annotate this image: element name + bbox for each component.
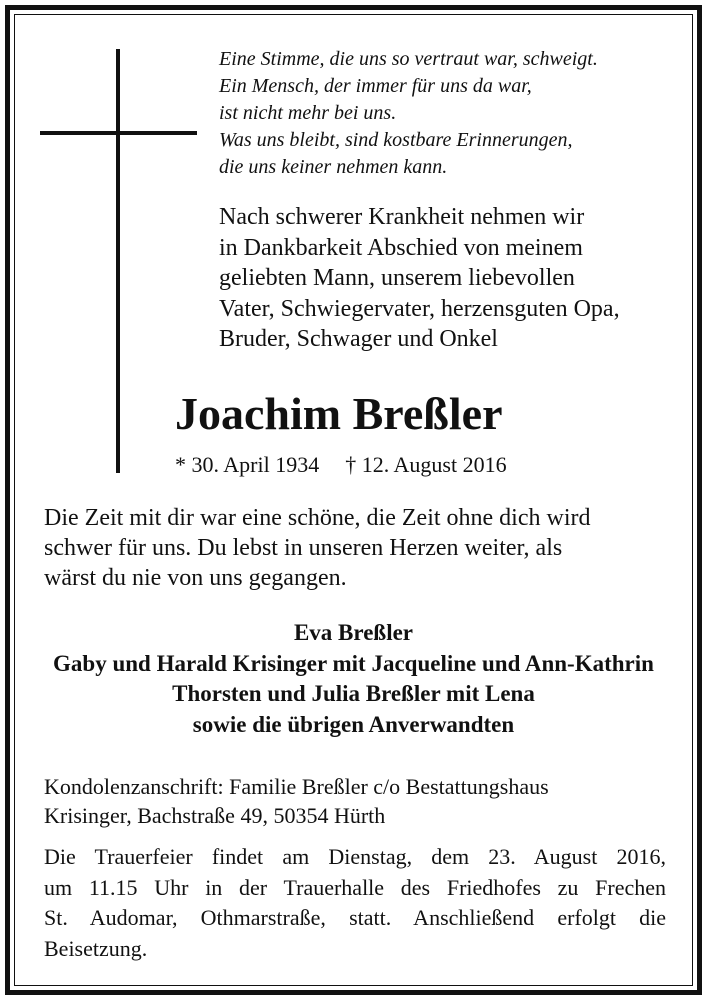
poem-line: Ein Mensch, der immer für uns da war, — [219, 75, 532, 97]
mourner-line: sowie die übrigen Anverwandten — [192, 711, 515, 737]
service-line: St. Audomar, Othmarstraße, statt. Anschließend erfolgt die — [44, 905, 666, 930]
cross-icon-horizontal-bar — [40, 131, 197, 135]
farewell-line: Die Zeit mit dir war eine schöne, die Zeit ohne dich wird — [44, 505, 591, 531]
mourner-line: Thorsten und Julia Breßler mit Lena — [172, 681, 535, 706]
life-dates — [175, 451, 507, 479]
service-line: Beisetzung. — [44, 935, 148, 961]
condolence-line: Kondolenzanschrift: Familie Breßler c/o Bestattungshaus — [44, 774, 549, 799]
cross-icon-vertical-bar — [116, 49, 120, 473]
announcement-line: Nach schwerer Krankheit nehmen wir — [219, 204, 585, 230]
service-line: Die Trauerfeier findet am Dienstag, dem 23. August 2016, — [44, 844, 666, 869]
death-date: † 12. August 2016 — [345, 452, 507, 477]
farewell-line: schwer für uns. Du lebst in unseren Herzen weiter, als — [44, 535, 563, 561]
farewell-line: wärst du nie von uns gegangen. — [44, 565, 347, 591]
poem-line: die uns keiner nehmen kann. — [219, 156, 448, 178]
condolence-address — [44, 772, 669, 830]
mourner-line: Gaby und Harald Krisinger mit Jacqueline und Ann-Kathrin — [53, 650, 654, 676]
announcement-line: in Dankbarkeit Abschied von meinem — [219, 234, 583, 261]
announcement-line: Vater, Schwiegervater, herzensguten Opa, — [219, 295, 620, 322]
announcement-text — [219, 202, 689, 355]
mourner-line: Eva Breßler — [293, 620, 414, 645]
memorial-poem — [219, 46, 679, 181]
poem-line: ist nicht mehr bei uns. — [219, 102, 397, 124]
announcement-line: Bruder, Schwager und Onkel — [219, 326, 498, 352]
mourners-list — [30, 618, 677, 740]
poem-line: Was uns bleibt, sind kostbare Erinnerungen, — [219, 129, 573, 151]
poem-line: Eine Stimme, die uns so vertraut war, schweigt. — [219, 48, 598, 70]
condolence-line: Krisinger, Bachstraße 49, 50354 Hürth — [44, 803, 386, 828]
deceased-name: Joachim Breßler — [175, 388, 503, 439]
farewell-text — [44, 503, 674, 593]
service-line: um 11.15 Uhr in der Trauerhalle des Friedhofes zu Frechen — [44, 874, 666, 900]
announcement-line: geliebten Mann, unserem liebevollen — [219, 265, 575, 291]
birth-date: * 30. April 1934 — [175, 452, 320, 477]
funeral-service-info — [44, 842, 666, 964]
